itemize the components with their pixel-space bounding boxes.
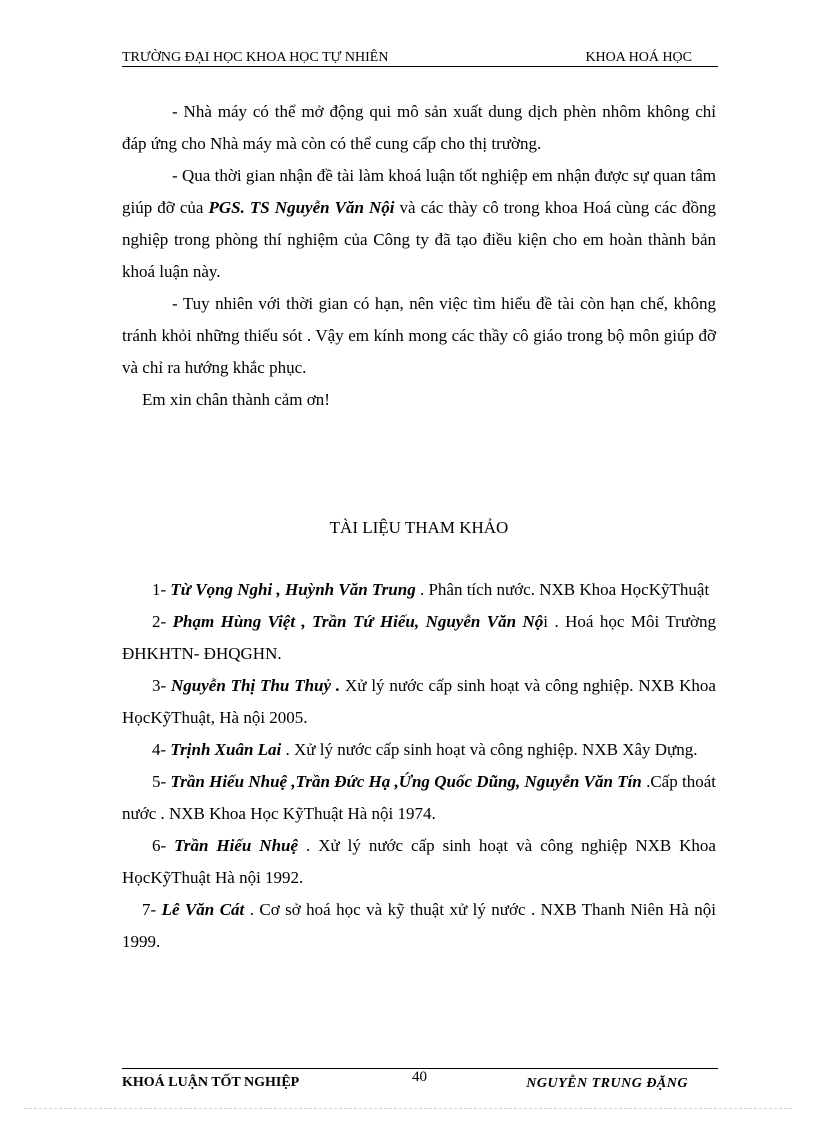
ref-authors: Trịnh Xuân Lai	[170, 740, 282, 759]
page-break-line	[24, 1108, 792, 1109]
ref-number: 3-	[152, 676, 172, 695]
paragraph-3: - Tuy nhiên với thời gian có hạn, nên việc tìm hiểu đề tài còn hạn chế, không tránh khỏi những thiếu sót . Vậy em kính mong các thầy cô giáo trong bộ môn giúp đỡ và chỉ ra hướng khắc phục.	[122, 294, 716, 377]
references-title: TÀI LIỆU THAM KHẢO	[329, 518, 509, 537]
paragraph-2-text-b: và các thày cô trong khoa Hoá cùng các đồng nghiệp trong phòng thí nghiệm của Công ty đã tạo điều kiện cho em hoàn thành bản khoá luận này.	[122, 198, 716, 281]
ref-authors: Trần Hiếu Nhuệ	[174, 836, 299, 855]
page-footer	[122, 1069, 718, 1094]
advisor-name: PGS. TS Nguyễn Văn Nội	[208, 198, 395, 217]
ref-number: 2-	[152, 612, 173, 631]
reference-6	[122, 830, 716, 894]
ref-number: 1-	[152, 580, 171, 599]
ref-details: Xử lý nước cấp sinh hoạt và công nghiệp. NXB Khoa HọcKỹThuật, Hà nội 2005.	[122, 676, 716, 727]
ref-authors: Từ Vọng Nghi , Huỳnh Văn Trung	[170, 580, 416, 599]
reference-2	[122, 606, 716, 670]
header-faculty: KHOA HOÁ HỌC	[585, 50, 692, 65]
reference-5	[122, 766, 716, 830]
ref-details: . Xử lý nước cấp sinh hoạt và công nghiệp. NXB Xây Dựng.	[281, 740, 698, 759]
reference-1	[122, 574, 716, 606]
header-university: TRƯỜNG ĐẠI HỌC KHOA HỌC TỰ NHIÊN	[122, 50, 389, 65]
ref-number: 6-	[152, 836, 175, 855]
page-number: 40	[412, 1069, 427, 1085]
page-header	[122, 50, 718, 67]
reference-7	[122, 894, 716, 958]
ref-number: 7-	[142, 900, 162, 919]
ref-details: . Xử lý nước cấp sinh hoạt và công nghiệp NXB Khoa HọcKỹThuật Hà nội 1992.	[122, 836, 716, 887]
paragraph-2-text-a: - Qua thời gian nhận đề tài làm khoá luận tốt nghiệp em nhận được sự quan tâm giúp đỡ của	[122, 166, 716, 217]
ref-authors: Nguyễn Thị Thu Thuỷ .	[171, 676, 341, 695]
ref-details: . Cơ sở hoá học và kỹ thuật xử lý nước . NXB Thanh Niên Hà nội 1999.	[122, 900, 716, 951]
ref-authors: Phạm Hùng Việt , Trần Tứ Hiếu, Nguyễn Văn Nộ	[172, 612, 544, 631]
footer-thesis-label: KHOÁ LUẬN TỐT NGHIỆP	[122, 1075, 300, 1090]
ref-details: . Phân tích nước. NXB Khoa HọcKỹThuật	[415, 580, 710, 599]
ref-details: i . Hoá học Môi Trường ĐHKHTN- ĐHQGHN.	[122, 612, 716, 663]
reference-3	[122, 670, 716, 734]
ref-authors: Trần Hiếu Nhuệ ,Trần Đức Hạ ,Ứng Quốc Dũng, Nguyễn Văn Tín	[170, 772, 642, 791]
paragraph-2	[122, 160, 716, 288]
paragraph-4-thanks: Em xin chân thành cảm ơn!	[142, 390, 330, 409]
footer-author-name: NGUYỄN TRUNG ĐẶNG	[526, 1076, 688, 1091]
ref-authors: Lê Văn Cát	[161, 900, 245, 919]
page-content	[122, 96, 716, 958]
ref-number: 4-	[152, 740, 171, 759]
ref-details: .Cấp thoát nước . NXB Khoa Học KỹThuật Hà nội 1974.	[122, 772, 716, 823]
paragraph-1: - Nhà máy có thể mở động qui mô sản xuất dung dịch phèn nhôm không chỉ đáp ứng cho Nhà máy mà còn có thể cung cấp cho thị trường.	[122, 102, 716, 153]
reference-4	[122, 734, 716, 766]
ref-number: 5-	[152, 772, 171, 791]
